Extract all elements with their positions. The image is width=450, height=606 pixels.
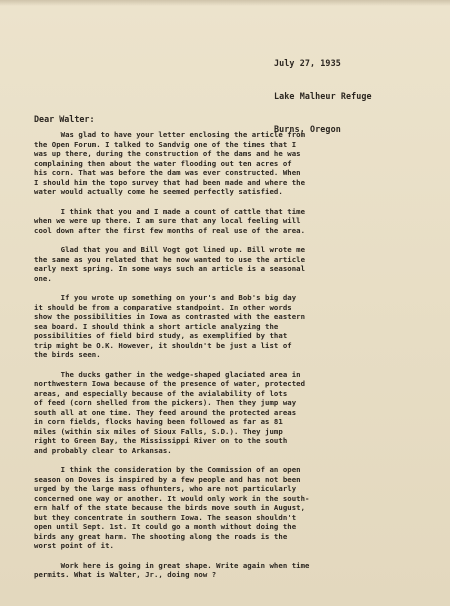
paragraph: The ducks gather in the wedge-shaped glaciated area in northwestern Iowa because of the presence of water, protected areas, and especially because of the avialability of lots of feed (corn shelled from the pickers). Then they jump way south all at one time. They feed around the protected areas in corn fields, flocks having been followed as far as 81 miles (within six miles of Sioux Falls, S.D.). They jump right to Green Bay, the Mississippi River on to the south and probably clear to Arkansas. bbox=[34, 369, 306, 455]
paragraph: Was glad to have your letter enclosing the article from the Open Forum. I talked to Sandvig one of the times that I was up there, during the construction of the dams and he was complaining then about the water flooding out ten acres of his corn. That was before the dam was ever constructed. When I should him the topo survey that had been made and where the water would actually come he seemed perfectly satisfied. bbox=[34, 130, 306, 196]
salutation: Dear Walter: bbox=[34, 114, 95, 124]
letter-body bbox=[34, 130, 424, 590]
paragraph: I think the consideration by the Commission of an open season on Doves is inspired by a few people and has not been urged by the large mass ofhunters, who are not particularly concerned one way or another. It would only work in the south- ern half of the state because the birds move south in August, but they concentrate in southern Iowa. The season shouldn't open until Sept. 1st. It could go a month without doing the birds any great harm. The shooting along the roads is the worst point of it. bbox=[34, 465, 310, 550]
paragraph: Work here is going in great shape. Write again when time permits. What is Walter, Jr., doing now ? bbox=[34, 560, 310, 579]
paragraph: If you wrote up something on your's and Bob's big day it should be from a comparative standpoint. In other words show the possibilities in Iowa as contrasted with the eastern sea board. I should think a short article analyzing the possibilities of field bird study, as exemplified by that trip might be O.K. However, it shouldn't be just a list of the birds seen. bbox=[34, 293, 306, 359]
letter-place: Lake Malheur Refuge bbox=[274, 91, 372, 101]
letter-city: Burns, Oregon bbox=[274, 124, 341, 134]
letter-date: July 27, 1935 bbox=[274, 58, 341, 68]
paragraph: I think that you and I made a count of cattle that time when we were up there. I am sure that any local feeling will cool down after the first few months of real use of the area. bbox=[34, 206, 306, 235]
paragraph: Glad that you and Bill Vogt got lined up. Bill wrote me the same as you related that he now wanted to use the article early next spring. In some ways such an article is a seasonal one. bbox=[34, 245, 306, 283]
